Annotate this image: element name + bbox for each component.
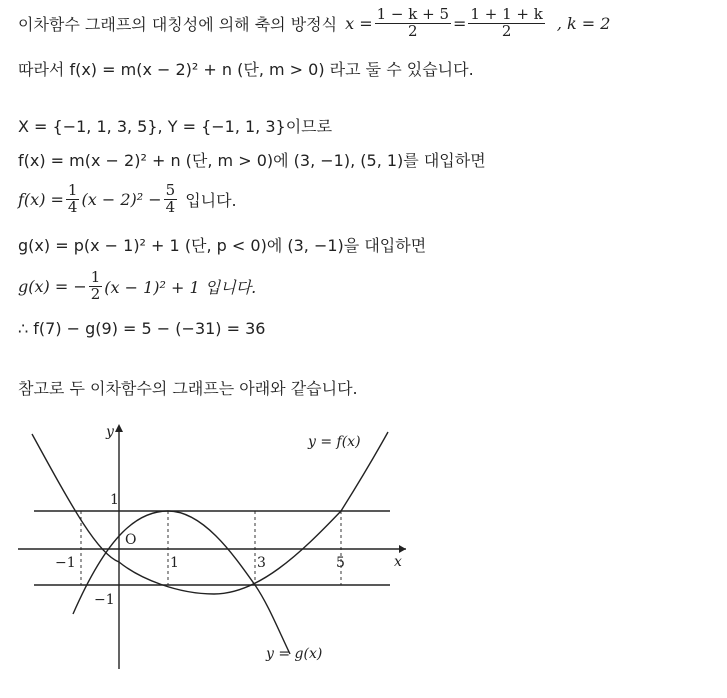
g-substitute-text: g(x) = p(x − 1)² + 1 (단, p < 0)에 (3, −1)을 대입하면 bbox=[18, 235, 427, 255]
tick-x-minus-1: −1 bbox=[55, 555, 76, 571]
f-result-fraction-1-denominator: 4 bbox=[67, 197, 78, 216]
sets-line bbox=[18, 113, 332, 137]
tick-x-3: 3 bbox=[257, 555, 266, 571]
axis-equation-lhs: x = bbox=[345, 13, 373, 33]
f-form-line bbox=[18, 56, 474, 80]
axis-equation-text: 이차함수 그래프의 대칭성에 의해 축의 방정식 bbox=[18, 14, 338, 34]
g-result-line bbox=[18, 263, 256, 309]
f-result-middle: (x − 2)² − bbox=[81, 189, 162, 209]
axis-equation-equals: = bbox=[453, 13, 467, 33]
g-result-fraction bbox=[89, 267, 103, 303]
axis-fraction-2-numerator: 1 + 1 + k bbox=[470, 4, 543, 23]
y-axis-label: y bbox=[106, 424, 114, 440]
curve-f bbox=[32, 432, 388, 594]
axis-fraction-1-denominator: 2 bbox=[408, 21, 418, 40]
f-curve-label: y = f(x) bbox=[308, 434, 361, 450]
g-substitute-line bbox=[18, 232, 426, 256]
f-result-line bbox=[18, 176, 237, 222]
answer-line bbox=[18, 316, 265, 340]
f-result-fraction-2-numerator: 5 bbox=[165, 180, 176, 199]
reference-line bbox=[18, 375, 358, 399]
tick-y-minus-1: −1 bbox=[94, 592, 115, 608]
axis-fraction-1-numerator: 1 − k + 5 bbox=[376, 4, 450, 23]
g-curve-label: y = g(x) bbox=[266, 646, 323, 662]
x-axis-arrow bbox=[399, 545, 406, 553]
f-result-tail: 입니다. bbox=[185, 190, 237, 210]
tick-y-1: 1 bbox=[110, 492, 119, 508]
tick-x-5: 5 bbox=[336, 555, 345, 571]
f-substitute-line bbox=[18, 147, 486, 171]
g-result-fraction-denominator: 2 bbox=[90, 284, 101, 303]
axis-equation-line bbox=[18, 0, 610, 46]
axis-fraction-2 bbox=[468, 4, 544, 40]
f-form-text: 따라서 f(x) = m(x − 2)² + n (단, m > 0) 라고 둘 수 있습니다. bbox=[18, 59, 474, 79]
x-axis-label: x bbox=[394, 554, 402, 570]
tick-x-1: 1 bbox=[170, 555, 179, 571]
axis-equation-k-value: , k = 2 bbox=[556, 13, 611, 33]
f-result-lhs: f(x) = bbox=[18, 189, 64, 209]
f-result-fraction-1-numerator: 1 bbox=[67, 180, 78, 199]
sets-text: X = {−1, 1, 3, 5}, Y = {−1, 1, 3}이므로 bbox=[18, 116, 333, 136]
graph-figure bbox=[18, 414, 418, 674]
g-result-tail: (x − 1)² + 1 입니다. bbox=[104, 277, 257, 297]
answer-text: ∴ f(7) − g(9) = 5 − (−31) = 36 bbox=[18, 318, 266, 338]
origin-label: O bbox=[125, 532, 137, 548]
y-axis-arrow bbox=[115, 424, 123, 432]
axis-fraction-1 bbox=[375, 4, 451, 40]
g-result-lhs: g(x) = − bbox=[18, 276, 87, 296]
g-result-fraction-numerator: 1 bbox=[90, 267, 101, 286]
f-result-fraction-2-denominator: 4 bbox=[165, 197, 176, 216]
reference-text: 참고로 두 이차함수의 그래프는 아래와 같습니다. bbox=[18, 378, 358, 398]
f-result-fraction-2 bbox=[164, 180, 178, 216]
f-substitute-text: f(x) = m(x − 2)² + n (단, m > 0)에 (3, −1), (5, 1)를 대입하면 bbox=[18, 150, 486, 170]
axis-fraction-2-denominator: 2 bbox=[501, 21, 512, 40]
f-result-fraction-1 bbox=[66, 180, 80, 216]
